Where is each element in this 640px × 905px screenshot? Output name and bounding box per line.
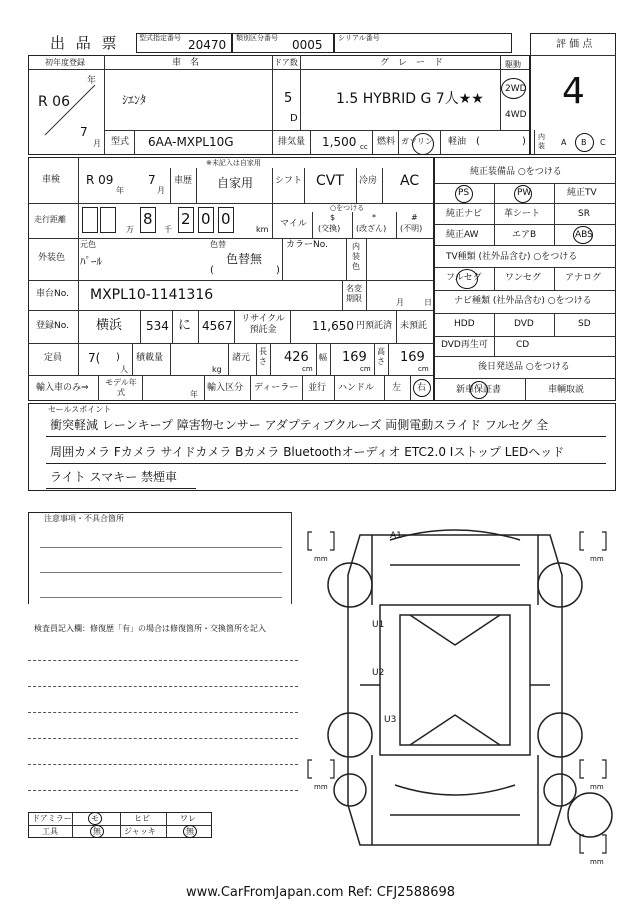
type-cert-no: 20470 <box>188 38 227 52</box>
mark-u1: U1 <box>372 620 385 630</box>
grade-value: 1.5 HYBRID G 7人★★ <box>336 91 484 107</box>
car-name-label: 車 名 <box>172 58 200 68</box>
sales-line: ライト スマキー 禁煙車 <box>50 470 178 484</box>
tools-label: 工具 <box>42 827 58 836</box>
chassis-number: MXPL10-1141316 <box>90 287 214 303</box>
doc-warranty: 新車保証書 <box>456 385 502 395</box>
color-no-label: カラーNo. <box>286 240 328 250</box>
docs-header: 後日発送品 ○をつける <box>478 362 570 372</box>
doc-warranty-circle <box>470 381 488 399</box>
door-mirror-circle <box>88 812 102 825</box>
sales-line: 衝突軽減 レーンキープ 障害物センサー アダプティブクルーズ 両側電動スライド フルセグ 全 <box>50 418 549 432</box>
equip-abs: ABS <box>575 230 593 240</box>
odo-mile: マイル <box>280 219 307 229</box>
equip-pw-circle <box>514 185 532 203</box>
import-label: 輸入車のみ⇒ <box>36 383 89 393</box>
doc-manual: 車輌取説 <box>548 385 585 395</box>
load-kg: kg <box>212 365 222 374</box>
odo-hash: # <box>411 213 418 222</box>
category-label: 類別区分番号 <box>236 34 278 42</box>
type-cert-label: 型式指定番号 <box>139 34 181 42</box>
odo-maru-note: ○をつける <box>330 204 365 212</box>
equip-aw: 純正AW <box>446 230 479 240</box>
odo-digit: 0 <box>221 210 231 228</box>
tv-fullseg-circle <box>456 269 478 289</box>
reg-number: 4567 <box>202 319 233 333</box>
car-damage-diagram <box>300 515 630 875</box>
cd-label: CD <box>516 340 530 350</box>
navi-header: ナビ種類 (社外品含む) ○をつける <box>454 296 592 306</box>
tv-analog: アナログ <box>565 273 602 283</box>
equip-pw: PW <box>517 188 532 198</box>
door-code: D <box>290 113 298 124</box>
serial-label: シリアル番号 <box>338 34 380 42</box>
inspection-label: 車検 <box>42 175 61 185</box>
capacity-paren-close: ) <box>116 352 120 363</box>
model-year-label: モデル年式 <box>105 378 137 397</box>
month-unit: 月 <box>93 139 101 148</box>
inspection-year: R 09 <box>86 173 114 187</box>
mm-label: mm <box>314 555 328 563</box>
equip-ps: PS <box>458 188 470 198</box>
eval-score: 4 <box>562 71 585 112</box>
history-value: 自家用 <box>217 176 254 190</box>
fuel-paren-close: ) <box>522 136 526 147</box>
first-reg-month: 7 <box>80 125 88 139</box>
doors-value: 5 <box>284 91 293 106</box>
interior-b: B <box>581 138 587 147</box>
ac-value: AC <box>400 173 420 189</box>
handle-right: 右 <box>417 383 427 393</box>
recycle-label: リサイクル預託金 <box>241 314 285 335</box>
equip-abs-circle <box>573 226 593 244</box>
dvd-label: DVD再生可 <box>441 340 488 350</box>
odo-digit: 8 <box>143 210 153 228</box>
mileage-label: 走行距離 <box>34 215 66 224</box>
fuel-gasoline: ガソリン <box>401 137 433 146</box>
reg-kana: に <box>178 318 192 333</box>
expiry-month: 月 <box>396 298 404 307</box>
import-dealer: ディーラー <box>254 383 299 393</box>
interior-c: C <box>600 138 606 147</box>
navi-sd: SD <box>578 319 591 329</box>
handle-label: ハンドル <box>338 383 375 393</box>
capacity-value: 7( <box>88 351 101 365</box>
handle-right-circle <box>413 379 431 397</box>
eval-label: 評 価 点 <box>556 39 593 50</box>
jack-value: 無 <box>186 827 194 836</box>
mm-label: mm <box>590 555 604 563</box>
footer-watermark: www.CarFromJapan.com Ref: CFJ2588698 <box>186 885 456 900</box>
sales-points-label: セールスポイント <box>48 405 112 414</box>
exterior-repaint-label: 色替 <box>210 240 226 249</box>
length-cm: cm <box>302 365 313 373</box>
interior-b-circle <box>575 133 594 152</box>
inspection-month: 7 <box>148 173 156 187</box>
form-title: 出 品 票 <box>50 34 120 52</box>
car-name: ｼｴﾝﾀ <box>122 93 147 107</box>
capacity-unit: 人 <box>120 365 128 374</box>
exterior-label: 外装色 <box>38 253 66 263</box>
interior-a: A <box>561 138 567 147</box>
tv-fullseg: フルセグ <box>446 273 482 283</box>
interior-color-label: 内装色 <box>352 242 360 271</box>
exterior-orig-label: 元色 <box>80 240 96 249</box>
drive-4wd: 4WD <box>505 110 527 120</box>
width-value: 169 <box>342 350 367 365</box>
first-reg-era: R 06 <box>38 94 70 110</box>
expiry-label: 名変期限 <box>346 284 362 303</box>
jack-circle <box>183 825 197 838</box>
height-label: 高さ <box>377 347 385 366</box>
mark-a1: A1 <box>390 531 402 541</box>
fuel-diesel: 軽油 <box>448 137 467 147</box>
odo-digit: 0 <box>201 210 211 228</box>
odo-star: * <box>372 213 376 222</box>
mm-label: mm <box>590 783 604 791</box>
tools-value: 無 <box>93 827 101 836</box>
handle-left: 左 <box>392 383 402 393</box>
expiry-day: 日 <box>424 298 432 307</box>
broken-label: ワレ <box>180 814 196 823</box>
drive-2wd: 2WD <box>505 84 527 94</box>
crack-label: ヒビ <box>134 814 150 823</box>
recycle-status: 未預託 <box>400 321 428 331</box>
shift-value: CVT <box>316 173 344 189</box>
mark-u3: U3 <box>384 715 397 725</box>
len-label: 長さ <box>259 347 267 366</box>
odo-digit: 2 <box>181 210 191 228</box>
equip-navi: 純正ナビ <box>446 209 483 219</box>
registration-label: 登録No. <box>36 321 69 331</box>
load-label: 積載量 <box>136 353 164 363</box>
equip-airbag: エアB <box>512 230 537 240</box>
year-unit: 年 <box>87 76 97 86</box>
drive-label: 駆動 <box>505 60 521 69</box>
odo-digit-box <box>82 207 98 233</box>
exterior-paren-close: ) <box>276 265 280 276</box>
height-cm: cm <box>418 365 429 373</box>
doors-label: ドア数 <box>274 58 298 67</box>
dims-label: 諸元 <box>232 353 251 363</box>
recycle-unit: 円預託済 <box>356 321 393 331</box>
drive-2wd-circle <box>501 78 526 99</box>
exterior-repaint: 色替無 <box>226 252 263 266</box>
import-class-label: 輸入区分 <box>207 383 244 393</box>
equip-leather: 革シート <box>504 209 541 219</box>
model-label: 型式 <box>111 137 130 147</box>
exterior-paren-open: ( <box>210 265 214 276</box>
tv-header: TV種類 (社外品含む) ○をつける <box>446 252 578 262</box>
displacement-label: 排気量 <box>278 137 306 147</box>
mm-label: mm <box>590 858 604 866</box>
mm-label: mm <box>314 783 328 791</box>
reg-place: 横浜 <box>96 318 123 333</box>
inspection-month-unit: 月 <box>157 186 165 195</box>
cc-unit: cc <box>360 143 368 151</box>
recycle-amount: 11,650 <box>312 319 354 333</box>
equip-sr: SR <box>578 209 590 219</box>
odo-exchange: (交換) <box>318 224 341 233</box>
grade-label: グ レ ー ド <box>380 58 444 68</box>
odo-km-unit: km <box>256 225 269 234</box>
exterior-orig: ﾊﾟｰﾙ <box>80 255 102 268</box>
inspector-label: 検査員記入欄：修復歴「有」の場合は修復箇所・交換箇所を記入 <box>34 624 266 633</box>
equipment-header: 純正装備品 ○をつける <box>470 167 562 177</box>
odo-sen-unit: 千 <box>164 225 172 234</box>
width-cm: cm <box>360 365 371 373</box>
door-mirror-value: モ <box>91 814 99 823</box>
equip-ps-circle <box>455 185 473 203</box>
navi-dvd: DVD <box>514 319 534 329</box>
model-value: 6AA-MXPL10G <box>148 135 234 149</box>
ac-label: 冷房 <box>359 176 378 186</box>
slash-divider <box>40 80 100 140</box>
inspection-year-unit: 年 <box>116 186 124 195</box>
mark-u2: U2 <box>372 668 385 678</box>
odo-dollar: $ <box>330 213 336 222</box>
width-label: 幅 <box>319 353 327 362</box>
inspection-note: ※未記入は自家用 <box>206 159 261 167</box>
reg-class-no: 534 <box>146 319 169 333</box>
caution-block <box>28 512 292 604</box>
odo-tampered: (改ざん) <box>356 224 387 233</box>
model-year-unit: 年 <box>190 390 198 399</box>
chassis-label: 車台No. <box>36 289 69 299</box>
sales-line: 周囲カメラ Fカメラ サイドカメラ Bカメラ Bluetoothオーディオ ETC2.0 Iストップ LEDヘッド <box>50 445 565 459</box>
interior-label: 内装 <box>538 133 545 150</box>
fuel-label: 燃料 <box>377 137 396 147</box>
fuel-gasoline-circle <box>412 133 434 155</box>
odo-digit-box <box>100 207 116 233</box>
category-no: 0005 <box>292 38 323 52</box>
shift-label: シフト <box>275 176 303 186</box>
history-label: 車歴 <box>174 176 193 186</box>
first-reg-label: 初年度登録 <box>45 58 85 67</box>
import-parallel: 並行 <box>308 383 327 393</box>
jack-label: ジャッキ <box>124 827 156 836</box>
odo-unknown: (不明) <box>400 224 423 233</box>
odo-man-unit: 万 <box>126 225 134 234</box>
length-value: 426 <box>284 350 309 365</box>
tv-oneseg: ワンセグ <box>505 273 542 283</box>
navi-hdd: HDD <box>454 319 475 329</box>
capacity-label: 定員 <box>44 353 63 363</box>
door-mirror-label: ドアミラー <box>32 814 72 823</box>
caution-label: 注意事項・不具合箇所 <box>44 514 124 523</box>
displacement-value: 1,500 <box>322 135 357 149</box>
height-value: 169 <box>400 350 425 365</box>
equip-tv: 純正TV <box>567 188 597 198</box>
tools-circle <box>90 825 104 838</box>
fuel-paren-open: ( <box>476 136 480 147</box>
